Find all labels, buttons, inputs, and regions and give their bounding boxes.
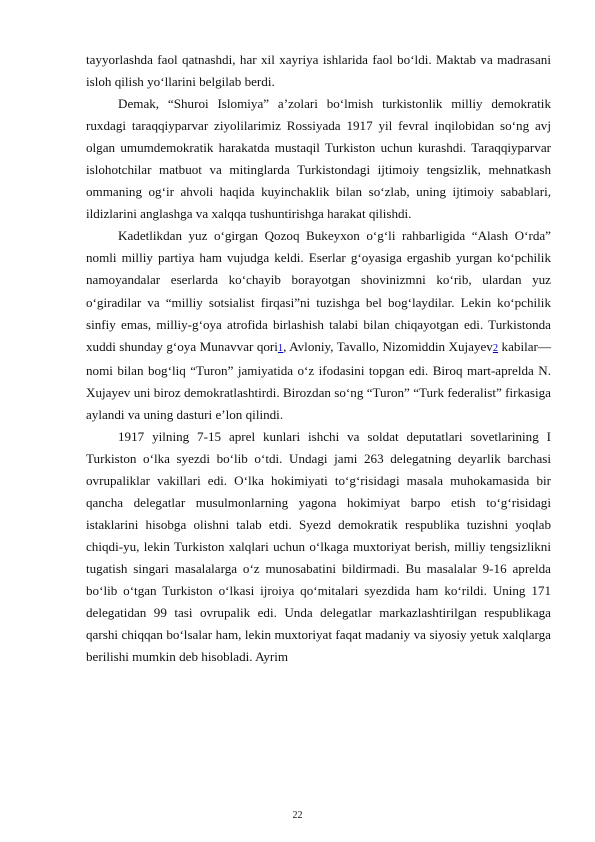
page-number: 22 [292, 810, 303, 821]
paragraph-3-text-c: kabilar—nomi bilan bog‘liq “Turon” jamiyatida o‘z ifodasini topgan edi. Biroq mart-aprelda N. Xujayev uni biroz demokratlashtirdi. Birozdan so‘ng “Turon” “Turk federalist” firkasiga aylandi va uning dasturi e’lon qilindi. [86, 338, 551, 422]
paragraph-3-text-a: Kadetlikdan yuz o‘girgan Qozoq Bukeyxon o‘g‘li rahbarligida “Alash O‘rda” nomli milliy partiya ham vujudga keldi. Eserlar g‘oyasiga ergashib yurgan ko‘pchilik namoyandalar eserlarda ko‘chayib borayotgan shovinizmni ko‘rib, ulardan yuz o‘giradilar va “milliy sotsialist firqasi”ni tuzishga bel bog‘laydilar. Lekin ko‘pchilik sinfiy emas, milliy-g‘oya atrofida birlashish talabi bilan chiqayotgan edi. Turkistonda xuddi shunday g‘oya Munavvar qori [86, 228, 551, 354]
paragraph-2: Demak, “Shuroi Islomiya” a’zolari bo‘lmish turkistonlik milliy demokratik ruxdagi taraqqiyparvar ziyolilarimiz Rossiyada 1917 yil fevral inqilobidan so‘ng avj olgan umumdemokratik harakatda mustaqil Turkiston uchun kurashdi. Taraqqiyparvar islohotchilar matbuot va mitinglarda Turkistondagi ijtimoiy tengsizlik, mehnatkash ommaning og‘ir ahvoli haqida kuyinchaklik bilan so‘zlab, uning ijtimoiy sabablari, ildizlarini anglashga va xalqqa tushuntirishga harakat qilishdi. [86, 96, 551, 222]
footnote-link-2[interactable]: 2 [492, 342, 499, 354]
document-body [86, 49, 551, 668]
paragraph-4: 1917 yilning 7-15 aprel kunlari ishchi va soldat deputatlari sovetlarining I Turkiston o‘lka syezdi bo‘lib o‘tdi. Undagi jami 263 delegatning deyarlik barchasi ovrupaliklar vakillari edi. O‘lka hokimiyati to‘g‘risidagi masala muhokamasida bir qancha delegatlar musulmonlarning yagona hokimiyat barpo etish to‘g‘risidagi istaklarini hisobga olishni talab etdi. Syezd demokratik respublika tuzishni yoqlab chiqdi-yu, lekin Turkiston xalqlari uchun o‘lkaga muxtoriyat berish, milliy tengsizlikni tugatish singari masalalarga o‘z munosabatini bildirmadi. Bu masalalar 9-16 aprelda bo‘lib o‘tgan Turkiston o‘lkasi ijroiya qo‘mitalari syezdida ham ko‘rildi. Uning 171 delegatidan 99 tasi ovrupalik edi. Unda delegatlar markazlashtirilgan respublikaga qarshi chiqqan bo‘lsalar ham, lekin muxtoriyat faqat madaniy va siyosiy yetuk xalqlarga berilishi mumkin deb hisobladi. Ayrim [86, 428, 551, 665]
paragraph-3-text-b: , Avloniy, Tavallo, Nizomiddin Xujayev [283, 338, 493, 354]
paragraph-1: tayyorlashda faol qatnashdi, har xil xayriya ishlarida faol bo‘ldi. Maktab va madrasani isloh qilish yo‘llarini belgilab berdi. [86, 52, 551, 90]
paragraph-3 [86, 225, 551, 425]
footnote-link-1[interactable]: 1 [277, 342, 284, 354]
